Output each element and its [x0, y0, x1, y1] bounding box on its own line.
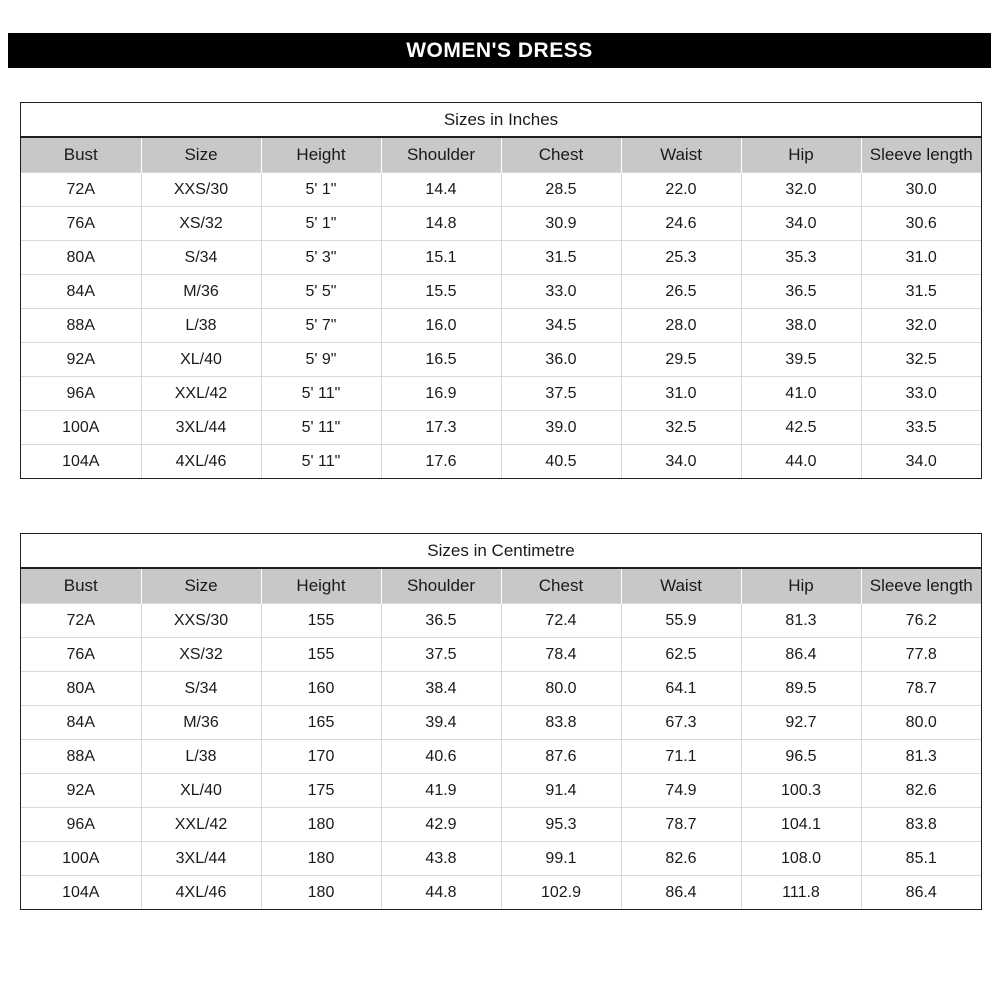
table-cell: 100A — [21, 842, 141, 876]
table-cell: 17.6 — [381, 445, 501, 479]
table-cell: XXL/42 — [141, 377, 261, 411]
table-row — [21, 672, 981, 706]
column-header: Size — [141, 138, 261, 173]
table-cell: 31.0 — [621, 377, 741, 411]
table-cell: 77.8 — [861, 638, 981, 672]
table-cell: 29.5 — [621, 343, 741, 377]
table-cell: 37.5 — [381, 638, 501, 672]
table-cell: 71.1 — [621, 740, 741, 774]
centimetre-table-section — [20, 533, 982, 910]
table-cell: 35.3 — [741, 241, 861, 275]
table-cell: 83.8 — [861, 808, 981, 842]
table-cell: 36.5 — [741, 275, 861, 309]
column-header: Size — [141, 569, 261, 604]
table-row — [21, 309, 981, 343]
table-cell: S/34 — [141, 241, 261, 275]
table-cell: 26.5 — [621, 275, 741, 309]
table-row — [21, 876, 981, 910]
table-cell: XXS/30 — [141, 173, 261, 207]
table-cell: 74.9 — [621, 774, 741, 808]
table-cell: 30.6 — [861, 207, 981, 241]
table-cell: 22.0 — [621, 173, 741, 207]
table-cell: XXS/30 — [141, 604, 261, 638]
table-cell: 39.5 — [741, 343, 861, 377]
column-header: Chest — [501, 569, 621, 604]
table-cell: 160 — [261, 672, 381, 706]
table-cell: 111.8 — [741, 876, 861, 910]
table-cell: 102.9 — [501, 876, 621, 910]
column-header: Chest — [501, 138, 621, 173]
table-cell: 39.4 — [381, 706, 501, 740]
table-cell: 62.5 — [621, 638, 741, 672]
table-row — [21, 774, 981, 808]
table-row — [21, 706, 981, 740]
table-cell: 34.5 — [501, 309, 621, 343]
table-cell: 14.4 — [381, 173, 501, 207]
inches-table-header — [21, 138, 981, 173]
table-cell: 91.4 — [501, 774, 621, 808]
table-cell: 5' 1" — [261, 207, 381, 241]
table-cell: 92A — [21, 343, 141, 377]
header-row — [21, 569, 981, 604]
table-cell: 31.0 — [861, 241, 981, 275]
table-cell: 86.4 — [861, 876, 981, 910]
table-row — [21, 445, 981, 479]
table-row — [21, 207, 981, 241]
table-cell: 76A — [21, 638, 141, 672]
column-header: Waist — [621, 138, 741, 173]
table-cell: 76A — [21, 207, 141, 241]
column-header: Sleeve length — [861, 569, 981, 604]
table-cell: 155 — [261, 604, 381, 638]
table-cell: 38.0 — [741, 309, 861, 343]
column-header: Hip — [741, 138, 861, 173]
table-row — [21, 604, 981, 638]
table-cell: 175 — [261, 774, 381, 808]
table-cell: 37.5 — [501, 377, 621, 411]
table-cell: 33.0 — [861, 377, 981, 411]
table-cell: 76.2 — [861, 604, 981, 638]
table-cell: 34.0 — [861, 445, 981, 479]
table-cell: 40.5 — [501, 445, 621, 479]
table-row — [21, 377, 981, 411]
table-cell: 92.7 — [741, 706, 861, 740]
column-header: Shoulder — [381, 138, 501, 173]
table-cell: 84A — [21, 706, 141, 740]
column-header: Height — [261, 569, 381, 604]
column-header: Bust — [21, 138, 141, 173]
table-cell: 31.5 — [861, 275, 981, 309]
table-cell: XS/32 — [141, 207, 261, 241]
table-cell: 85.1 — [861, 842, 981, 876]
title-banner — [8, 33, 991, 68]
table-cell: 96A — [21, 377, 141, 411]
table-cell: 87.6 — [501, 740, 621, 774]
table-cell: 36.0 — [501, 343, 621, 377]
table-cell: 67.3 — [621, 706, 741, 740]
table-row — [21, 275, 981, 309]
table-cell: 5' 11" — [261, 377, 381, 411]
table-cell: 3XL/44 — [141, 411, 261, 445]
table-cell: 3XL/44 — [141, 842, 261, 876]
table-cell: 155 — [261, 638, 381, 672]
table-cell: 81.3 — [741, 604, 861, 638]
table-cell: 165 — [261, 706, 381, 740]
table-cell: 34.0 — [621, 445, 741, 479]
table-cell: 104.1 — [741, 808, 861, 842]
table-cell: 42.5 — [741, 411, 861, 445]
table-cell: 44.0 — [741, 445, 861, 479]
table-cell: 88A — [21, 309, 141, 343]
table-title-inches: Sizes in Inches — [21, 103, 981, 138]
table-row — [21, 241, 981, 275]
table-cell: 32.5 — [861, 343, 981, 377]
table-row — [21, 173, 981, 207]
table-row — [21, 411, 981, 445]
page-title: WOMEN'S DRESS — [406, 38, 593, 62]
column-header: Shoulder — [381, 569, 501, 604]
table-cell: XL/40 — [141, 774, 261, 808]
column-header: Sleeve length — [861, 138, 981, 173]
table-cell: 5' 9" — [261, 343, 381, 377]
table-cell: 41.9 — [381, 774, 501, 808]
table-cell: 99.1 — [501, 842, 621, 876]
table-cell: 38.4 — [381, 672, 501, 706]
table-cell: 180 — [261, 876, 381, 910]
table-cell: 25.3 — [621, 241, 741, 275]
inches-table-body — [21, 173, 981, 479]
table-cell: L/38 — [141, 309, 261, 343]
table-cell: 104A — [21, 445, 141, 479]
table-cell: 5' 11" — [261, 445, 381, 479]
table-cell: L/38 — [141, 740, 261, 774]
table-cell: 100.3 — [741, 774, 861, 808]
table-cell: 78.7 — [861, 672, 981, 706]
table-row — [21, 740, 981, 774]
table-cell: 39.0 — [501, 411, 621, 445]
table-row — [21, 343, 981, 377]
table-cell: 15.1 — [381, 241, 501, 275]
table-cell: 40.6 — [381, 740, 501, 774]
table-cell: 16.5 — [381, 343, 501, 377]
table-cell: XL/40 — [141, 343, 261, 377]
column-header: Bust — [21, 569, 141, 604]
table-cell: 82.6 — [621, 842, 741, 876]
table-cell: 32.0 — [741, 173, 861, 207]
table-cell: 5' 1" — [261, 173, 381, 207]
table-cell: 24.6 — [621, 207, 741, 241]
table-cell: 80A — [21, 672, 141, 706]
centimetre-table-body — [21, 604, 981, 910]
table-cell: 170 — [261, 740, 381, 774]
inches-table-section — [20, 102, 982, 479]
table-cell: 31.5 — [501, 241, 621, 275]
table-cell: 72A — [21, 604, 141, 638]
table-cell: S/34 — [141, 672, 261, 706]
table-cell: 83.8 — [501, 706, 621, 740]
table-cell: 89.5 — [741, 672, 861, 706]
table-row — [21, 808, 981, 842]
column-header: Waist — [621, 569, 741, 604]
table-cell: 16.0 — [381, 309, 501, 343]
table-cell: 180 — [261, 808, 381, 842]
table-cell: M/36 — [141, 706, 261, 740]
table-cell: 72.4 — [501, 604, 621, 638]
table-cell: 33.0 — [501, 275, 621, 309]
table-row — [21, 638, 981, 672]
table-cell: 33.5 — [861, 411, 981, 445]
table-cell: 72A — [21, 173, 141, 207]
table-cell: 82.6 — [861, 774, 981, 808]
table-cell: 4XL/46 — [141, 876, 261, 910]
table-row — [21, 842, 981, 876]
table-cell: XXL/42 — [141, 808, 261, 842]
table-cell: 80.0 — [861, 706, 981, 740]
table-cell: 78.4 — [501, 638, 621, 672]
table-cell: 84A — [21, 275, 141, 309]
table-cell: 108.0 — [741, 842, 861, 876]
table-cell: M/36 — [141, 275, 261, 309]
table-cell: 96A — [21, 808, 141, 842]
table-cell: 180 — [261, 842, 381, 876]
table-cell: 30.9 — [501, 207, 621, 241]
column-header: Hip — [741, 569, 861, 604]
table-cell: 55.9 — [621, 604, 741, 638]
table-cell: 28.5 — [501, 173, 621, 207]
table-cell: 80.0 — [501, 672, 621, 706]
table-cell: 78.7 — [621, 808, 741, 842]
table-cell: 88A — [21, 740, 141, 774]
table-cell: 96.5 — [741, 740, 861, 774]
table-cell: 17.3 — [381, 411, 501, 445]
table-cell: 41.0 — [741, 377, 861, 411]
table-cell: 14.8 — [381, 207, 501, 241]
table-cell: 104A — [21, 876, 141, 910]
centimetre-table — [21, 569, 981, 909]
header-row — [21, 138, 981, 173]
table-cell: 81.3 — [861, 740, 981, 774]
table-cell: 80A — [21, 241, 141, 275]
table-cell: 36.5 — [381, 604, 501, 638]
table-cell: 32.0 — [861, 309, 981, 343]
table-cell: 5' 5" — [261, 275, 381, 309]
table-cell: 86.4 — [621, 876, 741, 910]
centimetre-table-header — [21, 569, 981, 604]
column-header: Height — [261, 138, 381, 173]
table-cell: XS/32 — [141, 638, 261, 672]
table-cell: 43.8 — [381, 842, 501, 876]
table-title-centimetre: Sizes in Centimetre — [21, 534, 981, 569]
table-cell: 95.3 — [501, 808, 621, 842]
table-cell: 15.5 — [381, 275, 501, 309]
table-cell: 34.0 — [741, 207, 861, 241]
table-cell: 5' 11" — [261, 411, 381, 445]
table-cell: 92A — [21, 774, 141, 808]
table-cell: 4XL/46 — [141, 445, 261, 479]
table-cell: 44.8 — [381, 876, 501, 910]
table-cell: 5' 7" — [261, 309, 381, 343]
table-cell: 16.9 — [381, 377, 501, 411]
table-cell: 28.0 — [621, 309, 741, 343]
table-cell: 42.9 — [381, 808, 501, 842]
table-cell: 32.5 — [621, 411, 741, 445]
table-cell: 5' 3" — [261, 241, 381, 275]
table-cell: 86.4 — [741, 638, 861, 672]
table-cell: 30.0 — [861, 173, 981, 207]
table-cell: 64.1 — [621, 672, 741, 706]
inches-table — [21, 138, 981, 478]
table-cell: 100A — [21, 411, 141, 445]
